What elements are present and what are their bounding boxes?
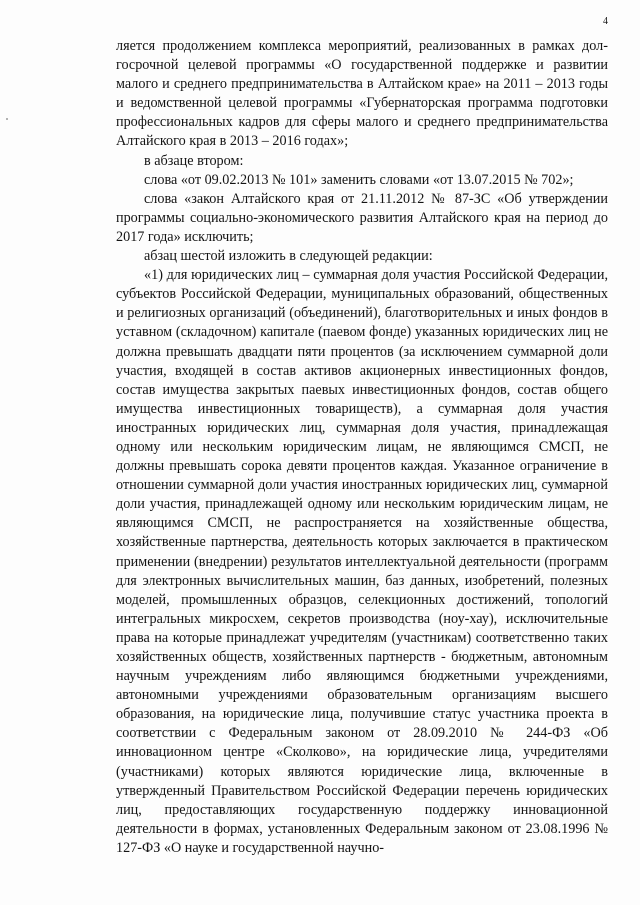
paragraph-continuation: ляется продолжением комплекса мероприятий, реализованных в рамках долгосрочной целевой программы «О государственной поддержке и развитии малого и среднего предпринимательства в Алтайском крае» на 2011 – 2013 годы и ведомственной целевой программы «Губернаторская программа подготовки профессиональных кадров для сферы малого и среднего предпринимательства Алтайского края в 2013 – 2016 годах»;	[116, 38, 608, 150]
paragraph-second-indent: в абзаце втором:	[144, 152, 244, 169]
scan-artifact	[6, 118, 8, 120]
page-number: 4	[603, 16, 608, 27]
paragraph-replace-words: слова «от 09.02.2013 № 101» заменить словами «от 13.07.2015 № 702»;	[144, 171, 574, 188]
paragraph-exclude-words: слова «закон Алтайского края от 21.11.2012 № 87-ЗС «Об утверждении программы социально-экономического развития Алтайского края на период до 2017 года» исключить;	[116, 190, 608, 245]
paragraph-item-1: «1) для юридических лиц – суммарная доля участия Российской Федерации, субъектов Российской Федерации, муниципальных образований, общественных и религиозных организаций (объединений), благотворительных и иных фондов в уставном (складочном) капитале (паевом фонде) указанных юридических лиц не должна превышать двадцати пяти процентов (за исключением суммарной доли участия, входящей в состав активов акционерных инвестиционных фондов, состав имущества закрытых паевых инвестиционных фондов, состав общего имущества инвестиционных товариществ), а суммарная доля участия иностранных юридических лиц, суммарная доля участия, принадлежащая одному или нескольким юридическим лицам, не являющимся СМСП, не должны превышать сорока девяти процентов каждая. Указанное ограничение в отношении суммарной доли участия иностранных юридических лиц, суммарной доли участия, принадлежащей одному или нескольким юридическим лицам, не являющимся СМСП, не распространяется на хозяйственные общества, хозяйственные партнерства, деятельность которых заключается в практическом применении (внедрении) результатов интеллектуальной деятельности (программ для электронных вычислительных машин, баз данных, изобретений, полезных моделей, промышленных образцов, селекционных достижений, топологий интегральных микросхем, секретов производства (ноу-хау), исключительные права на которые принадлежат учредителям (участникам) соответственно таких хозяйственных обществ, хозяйственных партнерств - бюджетным, автономным научным учреждениям либо являющимся бюджетными учреждениями, автономными учреждениями образовательным организациям высшего образования, на юридические лица, получившие статус участника проекта в соответствии с Федеральным законом от 28.09.2010 № 244-ФЗ «Об инновационном центре «Сколково», на юридические лица, учредителями (участниками) которых являются юридические лица, включенные в утвержденный Правительством Российской Федерации перечень юридических лиц, предоставляющих государственную поддержку инновационной деятельности в формах, установленных Федеральным законом от 23.08.1996 № 127-ФЗ «О науке и государственной научно-	[116, 267, 608, 856]
paragraph-sixth-intro: абзац шестой изложить в следующей редакции:	[144, 248, 433, 265]
document-body	[116, 37, 608, 858]
